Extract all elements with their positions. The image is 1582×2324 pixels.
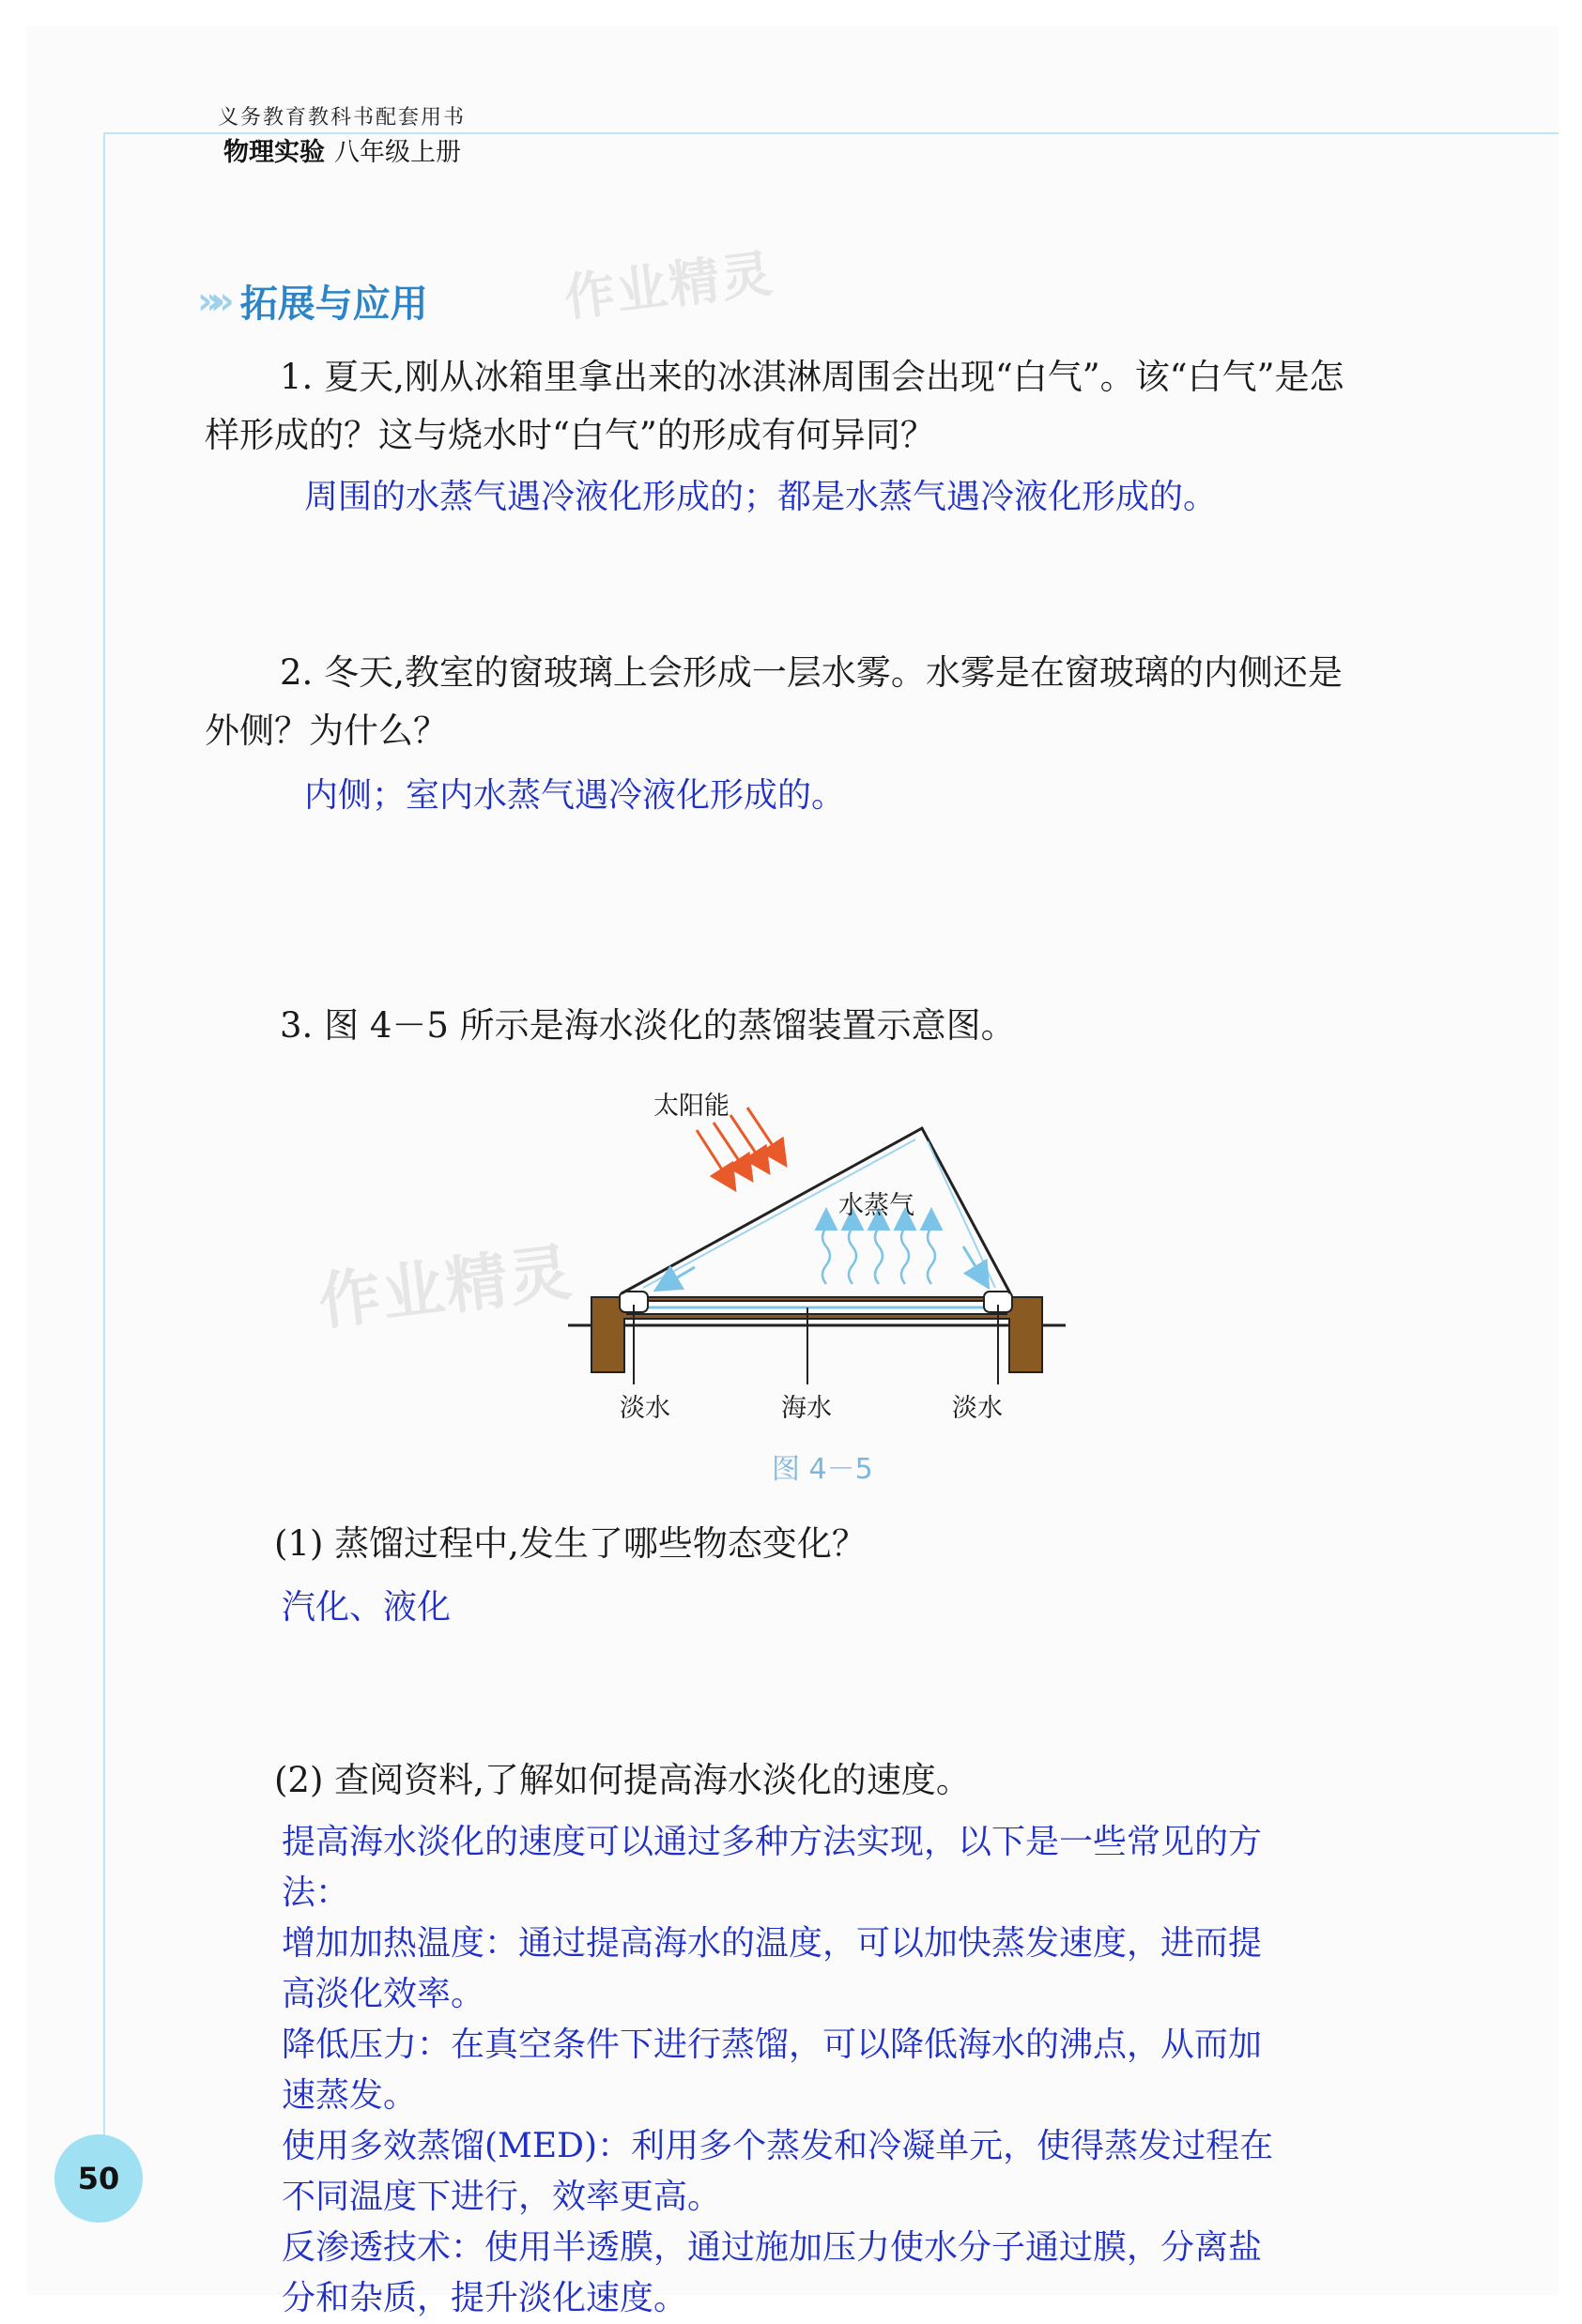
label-fresh-water-right: 淡水 <box>952 1394 1003 1423</box>
label-water-vapor: 水蒸气 <box>838 1191 914 1220</box>
question-1-line-1: 1. 夏天,刚从冰箱里拿出来的冰淇淋周围会出现“白气”。该“白气”是怎 <box>280 357 1344 397</box>
label-seawater: 海水 <box>781 1394 832 1423</box>
answer-3-2-line: 使用多效蒸馏(MED)：利用多个蒸发和冷凝单元，使得蒸发过程在 <box>282 2127 1274 2165</box>
question-2 <box>205 644 1343 760</box>
distillation-diagram <box>554 1079 1080 1436</box>
section-heading <box>197 274 428 328</box>
question-1 <box>205 348 1344 465</box>
question-3-1: (1) 蒸馏过程中,发生了哪些物态变化？ <box>274 1523 867 1564</box>
question-3-2: (2) 查阅资料,了解如何提高海水淡化的速度。 <box>274 1760 971 1800</box>
question-1-line-2: 样形成的？这与烧水时“白气”的形成有何异同？ <box>205 415 935 455</box>
answer-3-2-line: 法： <box>282 1873 350 1912</box>
label-fresh-water-left: 淡水 <box>620 1394 670 1423</box>
flow-arrow-left <box>663 1267 695 1286</box>
answer-3-2-line: 反渗透技术：使用半透膜，通过施加压力使水分子通过膜，分离盐 <box>282 2228 1263 2267</box>
series-title: 义务教育教科书配套用书 <box>218 106 467 130</box>
answer-1: 周围的水蒸气遇冷液化形成的；都是水蒸气遇冷液化形成的。 <box>304 478 1218 516</box>
answer-3-2-line: 增加加热温度：通过提高海水的温度，可以加快蒸发速度，进而提 <box>282 1924 1263 1963</box>
inner-glass-right <box>928 1141 995 1288</box>
book-grade: 八年级上册 <box>334 138 461 167</box>
double-chevron-icon: »» <box>197 279 223 323</box>
answer-3-2-line: 降低压力：在真空条件下进行蒸馏，可以降低海水的沸点，从而加 <box>282 2026 1263 2064</box>
figure-caption: 图 4－5 <box>772 1453 873 1486</box>
answer-3-2-line: 高淡化效率。 <box>282 1975 485 2013</box>
answer-2: 内侧；室内水蒸气遇冷液化形成的。 <box>304 776 846 815</box>
page-number: 50 <box>54 2134 143 2223</box>
answer-3-2-line: 提高海水淡化的速度可以通过多种方法实现，以下是一些常见的方 <box>282 1823 1263 1861</box>
answer-3-2-line: 不同温度下进行，效率更高。 <box>282 2178 722 2216</box>
question-2-line-1: 2. 冬天,教室的窗玻璃上会形成一层水雾。水雾是在窗玻璃的内侧还是 <box>280 652 1343 693</box>
section-title: 拓展与应用 <box>239 283 428 326</box>
vapor-arrows <box>822 1216 935 1284</box>
margin-rule <box>103 132 105 2150</box>
question-2-line-2: 外侧？为什么？ <box>205 711 448 751</box>
label-solar-energy: 太阳能 <box>653 1092 730 1121</box>
book-title <box>223 131 461 168</box>
answer-3-2-line: 速蒸发。 <box>282 2076 418 2115</box>
watermark-figure: 作业精灵 <box>315 1235 577 1339</box>
answer-3-2-line: 分和杂质，提升淡化速度。 <box>282 2279 688 2317</box>
question-3: 3. 图 4－5 所示是海水淡化的蒸馏装置示意图。 <box>280 1005 1016 1046</box>
answer-3-2 <box>282 1817 1273 2324</box>
book-title-bold: 物理实验 <box>223 138 325 167</box>
answer-3-1: 汽化、液化 <box>282 1588 452 1627</box>
flow-arrow-right <box>963 1246 984 1280</box>
watermark-top: 作业精灵 <box>561 243 777 329</box>
